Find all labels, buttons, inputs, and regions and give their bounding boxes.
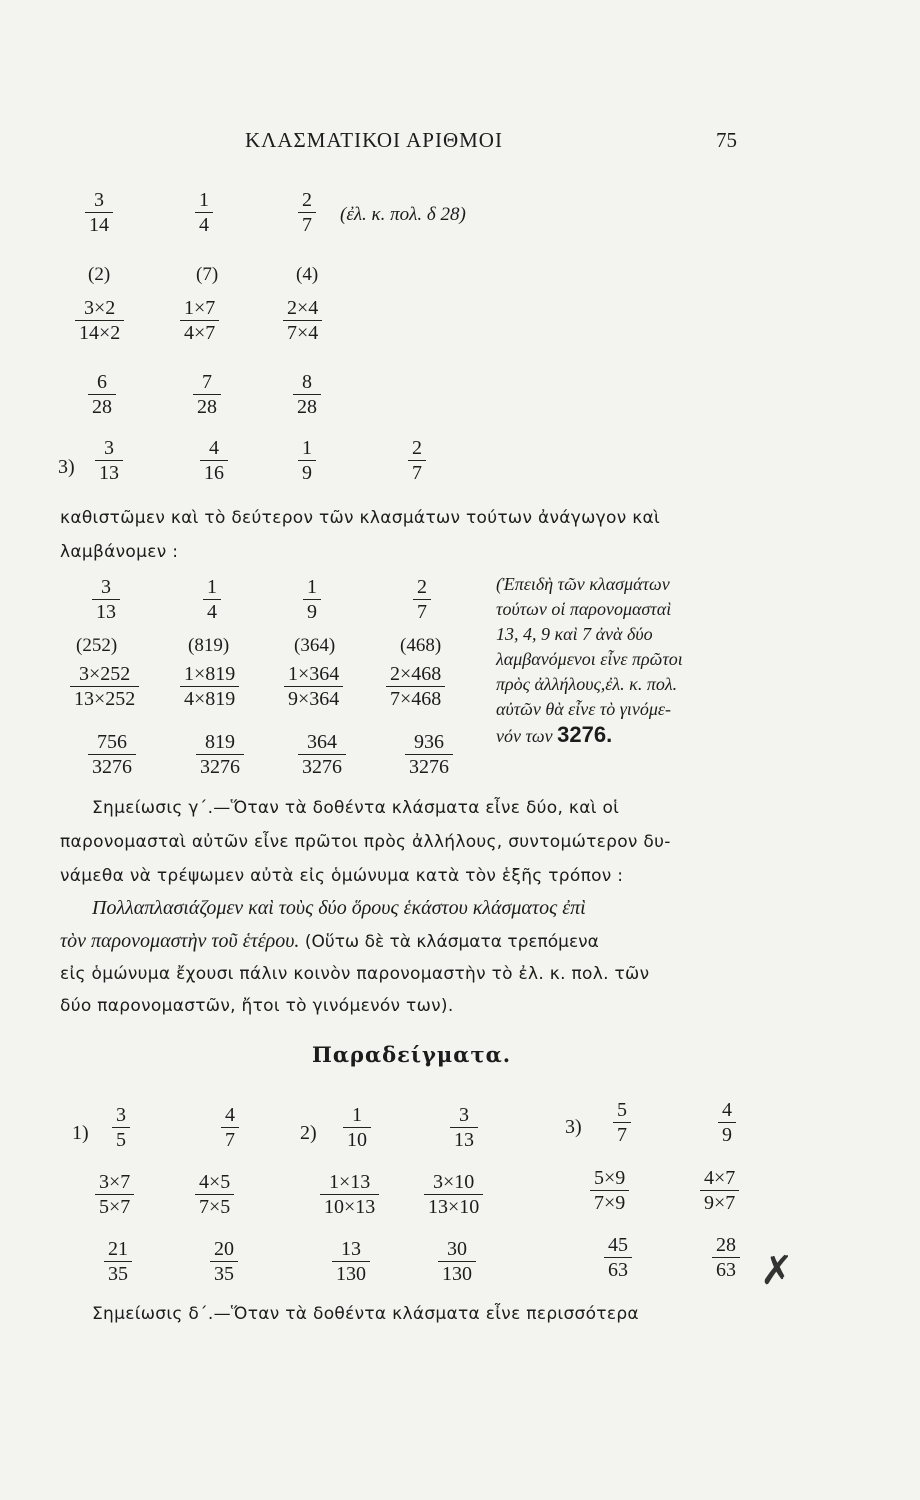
- fraction: $\frac{4}{7}$: [221, 1103, 239, 1152]
- fraction: $\frac{4}{16}$: [200, 436, 228, 485]
- fraction: $\frac{7}{28}$: [193, 370, 221, 419]
- multiplier: (819): [188, 635, 230, 656]
- multiplier: (364): [294, 635, 336, 656]
- fraction: $\frac{5}{7}$: [613, 1098, 631, 1147]
- fraction: $\frac{2\times 4}{7\times 4}$: [283, 296, 322, 345]
- pencil-cross-mark: ✗: [760, 1248, 794, 1294]
- paragraph-line: νάμεθα νὰ τρέψωμεν αὐτὰ εἰς ὁμώνυμα κατὰ τὸν ἑξῆς τρόπον :: [60, 866, 624, 886]
- paragraph-line: Σημείωσις δ΄.—Ὅταν τὰ δοθέντα κλάσματα εἶνε περισσότερα: [92, 1304, 639, 1324]
- fraction: $\frac{1}{4}$: [203, 575, 221, 624]
- fraction: $\frac{21}{35}$: [104, 1237, 132, 1286]
- fraction: $\frac{3}{14}$: [85, 188, 113, 237]
- multiplier: (468): [400, 635, 442, 656]
- example-label: 3): [565, 1116, 582, 1138]
- fraction: $\frac{936}{3276}$: [405, 730, 453, 779]
- paragraph-line: λαμβάνομεν :: [60, 542, 179, 562]
- fraction: $\frac{8}{28}$: [293, 370, 321, 419]
- fraction: $\frac{1}{9}$: [298, 436, 316, 485]
- rule-text: Πολλαπλασιάζομεν καὶ τοὺς δύο ὅρους ἑκάστου κλάσματος ἐπὶ: [92, 897, 586, 919]
- paragraph-line: τὸν παρονομαστὴν τοῦ ἑτέρου. (Οὕτω δὲ τὰ κλάσματα τρεπόμενα: [60, 930, 599, 952]
- fraction: $\frac{1}{10}$: [343, 1103, 371, 1152]
- paragraph-line: εἰς ὁμώνυμα ἔχουσι πάλιν κοινὸν παρονομαστὴν τὸ ἐλ. κ. πολ. τῶν: [60, 964, 650, 984]
- fraction: $\frac{1\times 13}{10\times 13}$: [320, 1170, 379, 1219]
- fraction: $\frac{1}{4}$: [195, 188, 213, 237]
- fraction: $\frac{13}{130}$: [332, 1237, 370, 1286]
- page-number: 75: [716, 128, 737, 152]
- fraction: $\frac{45}{63}$: [604, 1233, 632, 1282]
- fraction: $\frac{2}{7}$: [408, 436, 426, 485]
- fraction: $\frac{5\times 9}{7\times 9}$: [590, 1166, 629, 1215]
- fraction: $\frac{1\times 364}{9\times 364}$: [284, 662, 343, 711]
- fraction: $\frac{20}{35}$: [210, 1237, 238, 1286]
- fraction: $\frac{4\times 7}{9\times 7}$: [700, 1166, 739, 1215]
- running-title: ΚΛΑΣΜΑΤΙΚΟΙ ΑΡΙΘΜΟΙ: [245, 128, 503, 152]
- fraction: $\frac{3\times 7}{5\times 7}$: [95, 1170, 134, 1219]
- fraction: $\frac{4}{9}$: [718, 1098, 736, 1147]
- fraction: $\frac{6}{28}$: [88, 370, 116, 419]
- common-denominator: 3276.: [557, 722, 613, 747]
- fraction: $\frac{2\times 468}{7\times 468}$: [386, 662, 445, 711]
- section-heading: Παραδείγματα.: [312, 1042, 512, 1067]
- fraction: $\frac{1\times 819}{4\times 819}$: [180, 662, 239, 711]
- paragraph-line: Σημείωσις γ΄.—Ὅταν τὰ δοθέντα κλάσματα εἶνε δύο, καὶ οἱ: [92, 798, 620, 818]
- paragraph-line: δύο παρονομαστῶν, ἤτοι τὸ γινόμενόν των).: [60, 996, 454, 1016]
- paragraph-line: καθιστῶμεν καὶ τὸ δεύτερον τῶν κλασμάτων τούτων ἀνάγωγον καὶ: [60, 508, 661, 528]
- fraction: $\frac{3\times 10}{13\times 10}$: [424, 1170, 483, 1219]
- fraction: $\frac{3}{13}$: [95, 436, 123, 485]
- fraction: $\frac{3}{5}$: [112, 1103, 130, 1152]
- paragraph-line: παρονομασταὶ αὐτῶν εἶνε πρῶτοι πρὸς ἀλλήλους, συντομώτερον δυ-: [60, 832, 671, 852]
- fraction: $\frac{30}{130}$: [438, 1237, 476, 1286]
- example-label: 1): [72, 1122, 89, 1144]
- fraction: $\frac{3\times 252}{13\times 252}$: [70, 662, 139, 711]
- fraction: $\frac{1}{9}$: [303, 575, 321, 624]
- multiplier: (2): [88, 264, 111, 285]
- multiplier: (252): [76, 635, 118, 656]
- block1-note: (ἐλ. κ. πολ. δ 28): [340, 204, 466, 225]
- fraction: $\frac{3\times 2}{14\times 2}$: [75, 296, 124, 345]
- multiplier: (4): [296, 264, 319, 285]
- fraction: $\frac{819}{3276}$: [196, 730, 244, 779]
- fraction: $\frac{2}{7}$: [413, 575, 431, 624]
- fraction: $\frac{2}{7}$: [298, 188, 316, 237]
- fraction: $\frac{3}{13}$: [92, 575, 120, 624]
- side-note: (Ἐπειδὴ τῶν κλασμάτων τούτων οἱ παρονομασταὶ 13, 4, 9 καὶ 7 ἀνὰ δύο λαμβανόμενοι εἶνε πρῶτοι πρὸς ἀλλήλους,ἐλ. κ. πολ. αὐτῶν θὰ εἶνε τὸ γινόμε- νόν των 3276.: [496, 574, 683, 747]
- multiplier: (7): [196, 264, 219, 285]
- fraction: $\frac{4\times 5}{7\times 5}$: [195, 1170, 234, 1219]
- example-label: 3): [58, 456, 75, 478]
- fraction: $\frac{1\times 7}{4\times 7}$: [180, 296, 219, 345]
- example-label: 2): [300, 1122, 317, 1144]
- fraction: $\frac{364}{3276}$: [298, 730, 346, 779]
- fraction: $\frac{3}{13}$: [450, 1103, 478, 1152]
- fraction: $\frac{756}{3276}$: [88, 730, 136, 779]
- fraction: $\frac{28}{63}$: [712, 1233, 740, 1282]
